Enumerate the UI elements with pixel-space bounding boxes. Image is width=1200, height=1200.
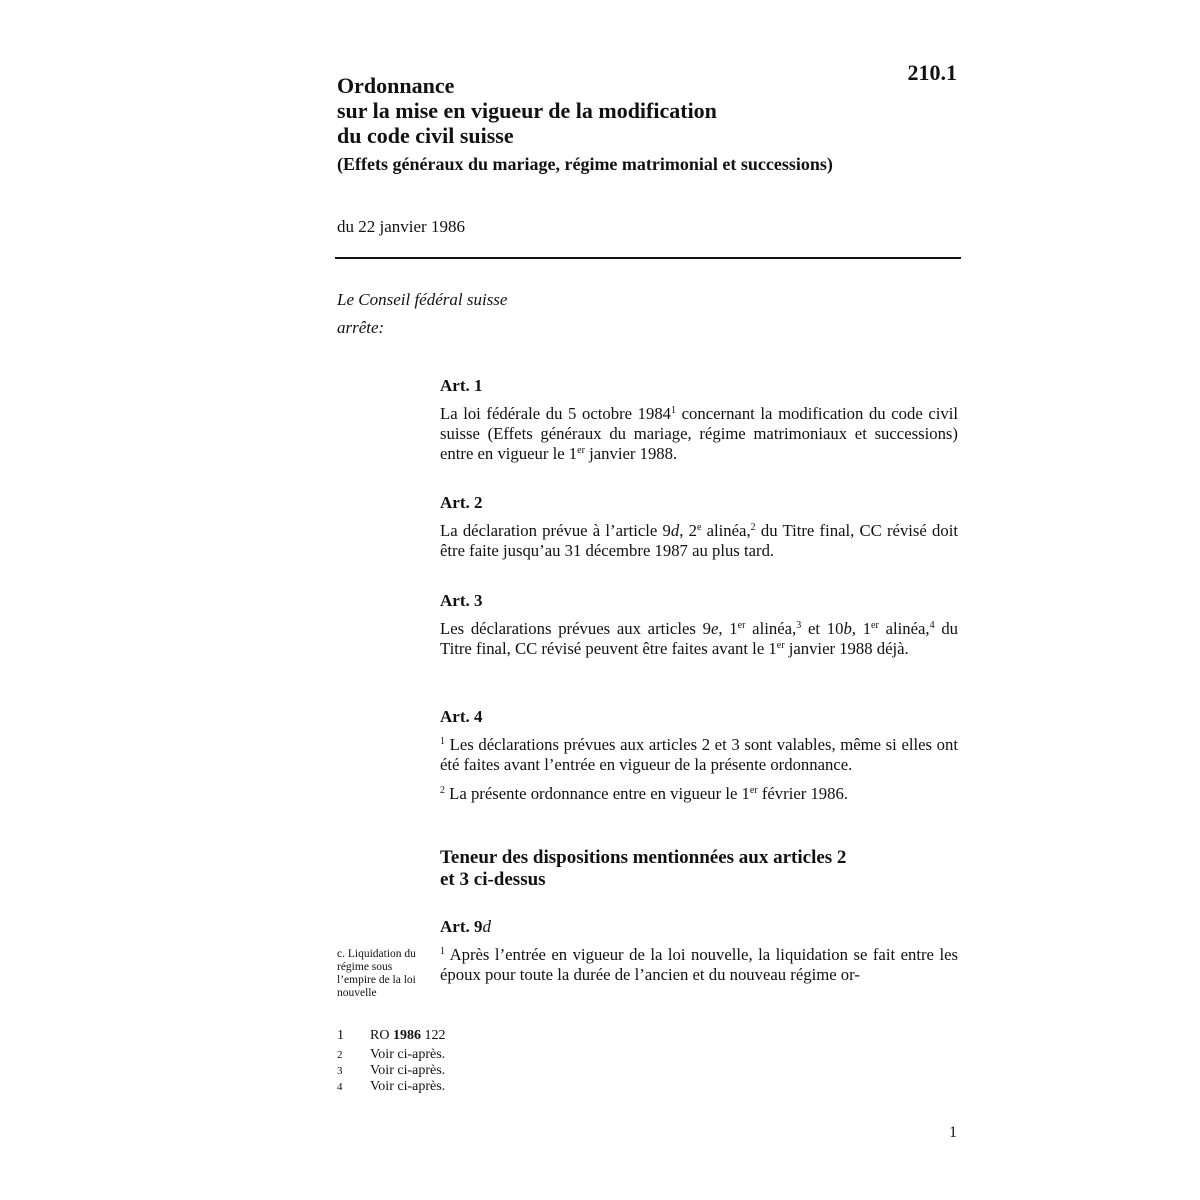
preamble-authority: Le Conseil fédéral suisse (337, 290, 508, 309)
footnote-2: 2 Voir ci-après. (337, 1047, 446, 1062)
section-heading: Teneur des dispositions mentionnées aux articles 2 et 3 ci-dessus (440, 847, 847, 890)
article-9d-title: Art. 9d (440, 917, 491, 936)
preamble (337, 286, 507, 342)
title-line-1: Ordonnance (337, 73, 455, 98)
article-1-text: La loi fédérale du 5 octobre 1984$^1$ concernant la modification du code civil suisse (Effets généraux du mariage, régime matrimoniaux et successions) entre en vigueur le 1er janvier 1988. (440, 404, 958, 463)
article-3-text: Les déclarations prévues aux articles 9e, 1er alinéa,$^3$ et 10b, 1er alinéa,$^4$ du Titre final, CC révisé peuvent être faites avant le 1er janvier 1988 déjà. (440, 619, 959, 658)
article-4-paragraph-2: $^2$ La présente ordonnance entre en vigueur le 1er février 1986. (440, 784, 849, 803)
footnote-ref-3[interactable]: 3 (796, 620, 802, 631)
footnote-4: 4 Voir ci-après. (337, 1079, 446, 1094)
article-9d-paragraph-1: $^1$ Après l’entrée en vigueur de la loi nouvelle, la liquidation se fait entre les époux pour toute la durée de l’ancien et du nouveau régime or- (440, 945, 958, 984)
document-subtitle: (Effets généraux du mariage, régime matrimonial et successions) (337, 154, 833, 174)
article-2-text: La déclaration prévue à l’article 9d, 2e alinéa,$^2$ du Titre final, CC révisé doit être faite jusqu’au 31 décembre 1987 au plus tard. (440, 521, 959, 560)
article-2-title: Art. 2 (440, 493, 483, 512)
footnote-ref-2[interactable]: 2 (750, 522, 756, 533)
footnote-3: 3 Voir ci-après. (337, 1063, 446, 1078)
article-4 (440, 707, 958, 804)
title-line-3: du code civil suisse (337, 123, 514, 148)
title-line-2: sur la mise en vigueur de la modification (337, 98, 717, 123)
footnote-1: 1 RO 1986 122 (337, 1028, 446, 1043)
marginal-note: c. Liquidation du régime sous l’empire de la loi nouvelle (337, 948, 416, 999)
page-number: 1 (949, 1124, 957, 1141)
article-9d (440, 917, 958, 985)
article-1-title: Art. 1 (440, 376, 483, 395)
article-1 (440, 376, 958, 464)
footnotes (337, 1028, 445, 1095)
article-3-title: Art. 3 (440, 591, 483, 610)
footnote-ref-4[interactable]: 4 (929, 620, 935, 631)
document-title (337, 73, 717, 148)
footnote-ref-1[interactable]: 1 (671, 405, 677, 416)
article-4-paragraph-1: $^1$ Les déclarations prévues aux articles 2 et 3 sont valables, même si elles ont été faites avant l’entrée en vigueur de la présente ordonnance. (440, 735, 958, 774)
article-3 (440, 591, 958, 659)
article-2 (440, 493, 958, 561)
header-divider (335, 257, 961, 259)
article-4-title: Art. 4 (440, 707, 483, 726)
document-date: du 22 janvier 1986 (337, 217, 465, 236)
document-number: 210.1 (907, 60, 957, 85)
preamble-decree: arrête: (337, 318, 385, 337)
